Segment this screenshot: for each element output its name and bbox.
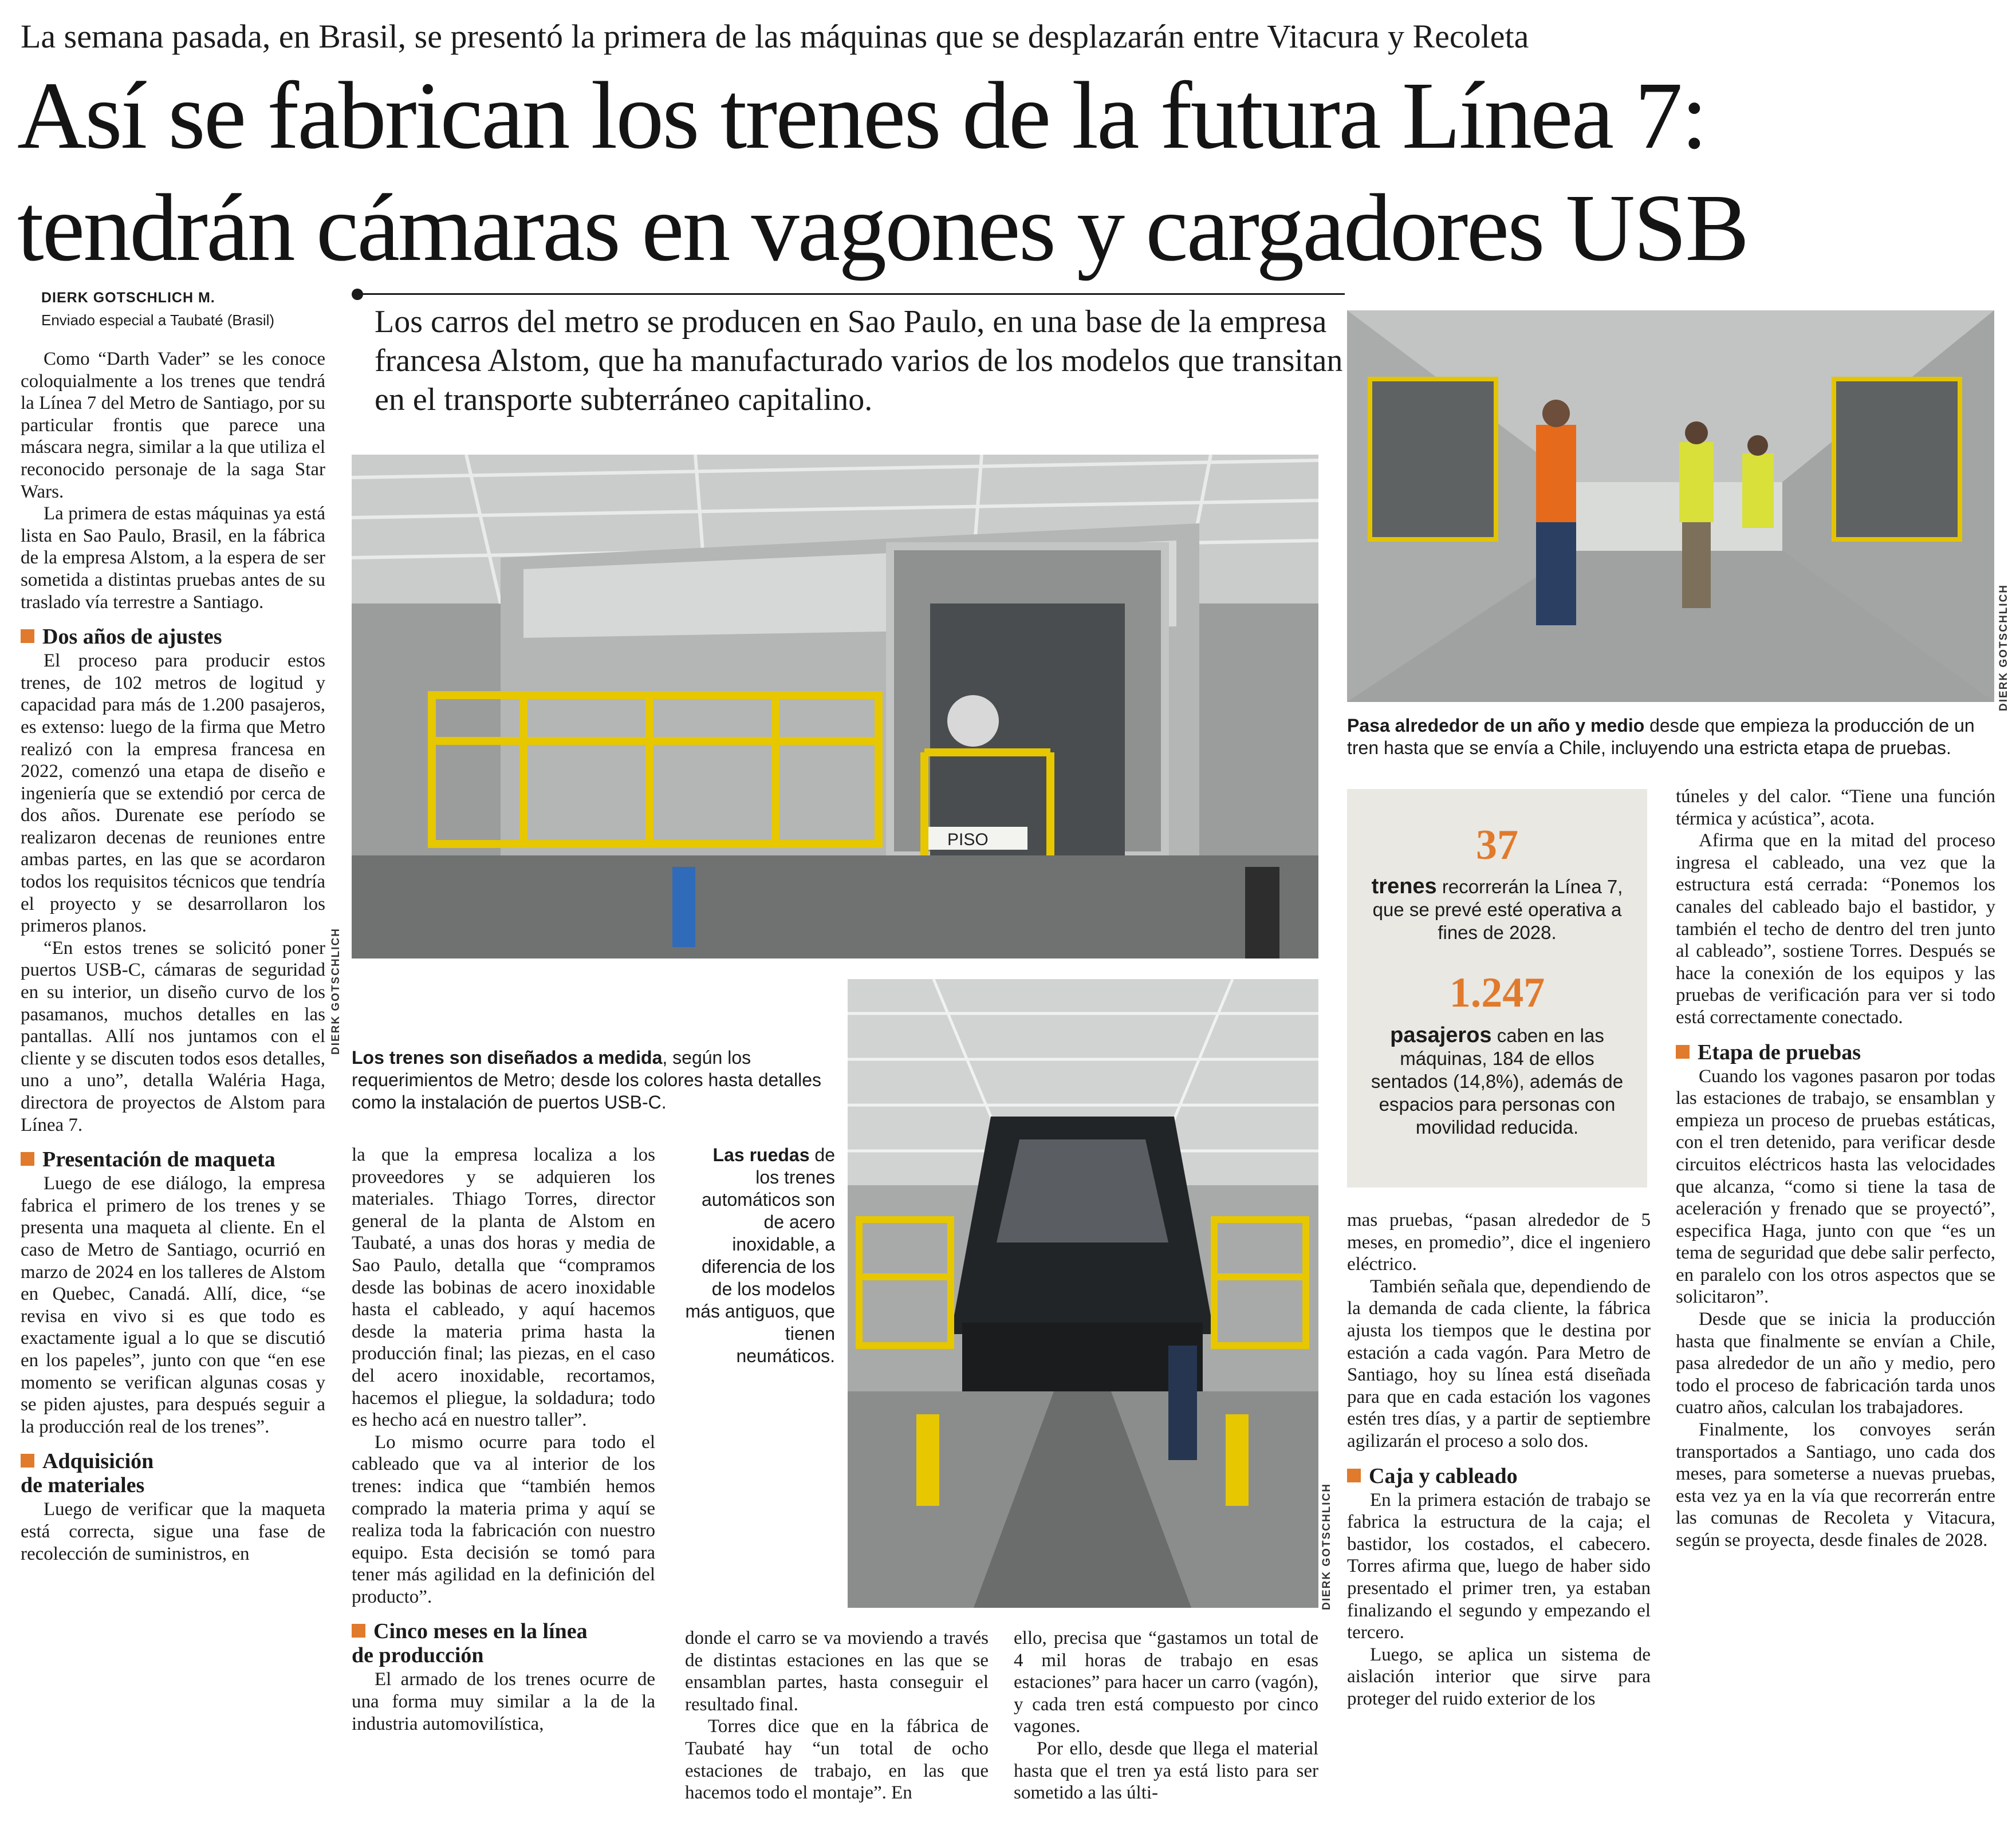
subheading: Etapa de pruebas (1676, 1040, 1995, 1064)
factbox-text-1: trenes recorrerán la Línea 7, que se prevé esté operativa a fines de 2028. (1371, 874, 1623, 943)
factbox (1347, 789, 1647, 1188)
dek-rule (356, 293, 1345, 295)
column-1 (21, 348, 325, 1565)
photo-train-front (848, 979, 1318, 1608)
photo-credit: DIERK GOTSCHLICH (330, 928, 342, 1055)
caption-wheels: Las ruedas de los trenes automáticos son de acero inoxidable, a diferencia de los de los modelos más antiguos, que tienen neumáticos. (685, 1145, 835, 1366)
paragraph: mas pruebas, “pasan alrededor de 5 meses, en promedio”, dice el ingeniero eléctrico. (1347, 1210, 1651, 1275)
headline-line-1: Así se fabrican los trenes de la futura Línea 7: (17, 62, 1706, 169)
paragraph: ello, precisa que “gastamos un total de 4 mil horas de trabajo en esas estaciones” para hacer un carro (vagón), y cada tren está compuesto por cinco vagones. (1014, 1628, 1318, 1737)
caption-top: Pasa alrededor de un año y medio desde que empieza la producción de un tren hasta que se envía a Chile, incluyendo una estricta etapa de pruebas. (1347, 715, 1975, 758)
paragraph: Desde que se inicia la producción hasta que finalmente se envían a Chile, pasa alrededor de un año y medio, pero todo el proceso de fabricación tarda unos cuatro años, calculan los trabajadores. (1676, 1309, 1995, 1418)
paragraph: También señala que, dependiendo de la demanda de cada cliente, la fábrica ajusta los tiempos que le destina por estación a cada vagón. Para Metro de Santiago, hoy su línea está diseñada para que en cada estación los vagones estén tres días, y a partir de septiembre agilizarán el proceso a solo dos. (1347, 1276, 1651, 1451)
photo-credit: DIERK GOTSCHLICH (1321, 1483, 1333, 1610)
square-bullet-icon (21, 1152, 34, 1166)
paragraph: Cuando los vagones pasaron por todas las estaciones de trabajo, se ensamblan y empieza un proceso de pruebas estáticas, con el tren detenido, para verificar desde circuitos eléctricos hasta las velocidades que alcanza, “como si tiene la tasa de aceleración y frenado que se proyectó”, especifica Haga, junto con que “es un tema de seguridad que debe salir perfecto, en paralelo con los otros aspectos que se solicitaron”. (1676, 1066, 1995, 1308)
kicker: La semana pasada, en Brasil, se presentó la primera de las máquinas que se desplazarán entre Vitacura y Recoleta (21, 18, 1529, 55)
square-bullet-icon (1347, 1469, 1361, 1482)
paragraph: túneles y del calor. “Tiene una función térmica y acústica”, acota. (1676, 786, 1995, 829)
subheading: Caja y cableado (1347, 1464, 1651, 1488)
square-bullet-icon (1676, 1045, 1690, 1059)
subheading: Cinco meses en la línea de producción (352, 1619, 588, 1668)
paragraph: Por ello, desde que llega el material hasta que el tren ya está listo para ser sometido a las últi- (1014, 1738, 1318, 1804)
paragraph: Torres dice que en la fábrica de Taubaté hay “un total de ocho estaciones de trabajo, en las que hacemos todo el montaje”. En (685, 1716, 989, 1804)
column-4 (1014, 1627, 1318, 1804)
subheading: Adquisición de materiales (21, 1449, 154, 1498)
photo-train-assembly (352, 455, 1318, 959)
column-2 (352, 1144, 655, 1735)
photo-credit: DIERK GOTSCHLICH (1998, 584, 2010, 711)
author-name: DIERK GOTSCHLICH M. (41, 290, 215, 306)
paragraph: El armado de los trenes ocurre de una forma muy similar a la de la industria automovilística, (352, 1669, 655, 1734)
paragraph: “En estos trenes se solicitó poner puertos USB-C, cámaras de seguridad en su interior, un diseño curvo de los pasamanos, muchos detalles en las pantallas. Allí nos juntamos con el cliente y se discuten todos esos detalles, uno a uno”, detalla Waléria Haga, directora de proyectos de Alstom para Línea 7. (21, 937, 325, 1135)
paragraph: Como “Darth Vader” se les conoce coloquialmente a los trenes que tendrá la Línea 7 del Metro de Santiago, por su particular frontis que parece una máscara negra, similar a la que utiliza el reconocido personaje de la saga Star Wars. (21, 349, 325, 502)
subheading: Presentación de maqueta (21, 1147, 325, 1172)
paragraph: La primera de estas máquinas ya está lista en Sao Paulo, Brasil, en la fábrica de la empresa Alstom, a la espera de ser sometida a distintas pruebas antes de su traslado vía terrestre a Santiago. (21, 503, 325, 613)
square-bullet-icon (21, 629, 34, 643)
paragraph: la que la empresa localiza a los proveedores y se adquieren los materiales. Thiago Torres, director general de la planta de Alstom en Taubaté, a unas dos horas y media de Sao Paulo, detalla que “compramos desde las bobinas de acero inoxidable hasta el cableado, y aquí hacemos desde la materia prima hasta la producción final; las piezas, en el caso del acero inoxidable, recortamos, hacemos el pliegue, la soldadura; todo es hecho acá en nuestro taller”. (352, 1145, 655, 1431)
paragraph: Luego de verificar que la maqueta está correcta, sigue una fase de recolección de suministros, en (21, 1499, 325, 1564)
square-bullet-icon (352, 1624, 365, 1638)
paragraph: Afirma que en la mitad del proceso ingresa el cableado, una vez que la estructura está cerrada: “Ponemos los canales del cableado bajo el bastidor, y también el techo de dentro del tren junto al cableado”, sostiene Torres. Después se hace la conexión de los equipos y las pruebas de verificación para ver si todo está correctamente conectado. (1676, 830, 1995, 1028)
factbox-number-2: 1.247 (1449, 969, 1545, 1016)
paragraph: donde el carro se va moviendo a través de distintas estaciones en las que se ensamblan partes, hasta conseguir el resultado final. (685, 1628, 989, 1715)
paragraph: Luego de ese diálogo, la empresa fabrica el primero de los trenes y se presenta una maqueta al cliente. En el caso de Metro de Santiago, ocurrió en marzo de 2024 en los talleres de Alstom en Quebec, Canadá. Allí, dice, “se revisa en vivo si es que todo es exactamente igual a lo que se discutió en los papeles”, junto con que “en ese momento se verifican algunas cosas y se piden ajustes, para después seguir a la producción real de los trenes”. (21, 1173, 325, 1437)
subheading: Dos años de ajustes (21, 625, 325, 649)
paragraph: Finalmente, los convoyes serán transportados a Santiago, uno cada dos meses, para someterse a nuevas pruebas, esta vez ya en la vía que recorrerán entre las comunas de Recoleta y Vitacura, según se proyecta, desde finales de 2028. (1676, 1419, 1995, 1551)
caption-main: Los trenes son diseñados a medida, según los requerimientos de Metro; desde los colores hasta detalles como la instalación de puertos USB-C. (352, 1047, 821, 1113)
author-role: Enviado especial a Taubaté (Brasil) (41, 311, 275, 329)
paragraph: El proceso para producir estos trenes, de 102 metros de logitud y capacidad para más de 1.200 pasajeros, es extenso: luego de la firma que Metro realizó con la empresa francesa en 2022, comenzó una etapa de diseño e ingeniería que se extendió por cerca de dos años. Durenate ese período se realizaron decenas de reuniones entre ambas partes, en las que se acordaron todos los requisitos técnicos que tendría el proyecto y se desarrollaron los primeros planos. (21, 650, 325, 937)
factbox-number-1: 37 (1476, 822, 1518, 869)
column-5 (1347, 1209, 1651, 1710)
paragraph: Lo mismo ocurre para todo el cableado que va al interior de los trenes: indica que “también hemos comprado la materia prima y aquí se realiza toda la fabricación con nuestro equipo. Esta decisión se tomó para tener más agilidad en la definición del producto”. (352, 1431, 655, 1607)
paragraph: En la primera estación de trabajo se fabrica la estructura de la caja; el bastidor, los costados, el cabecero. Torres afirma que, luego de haber sido presentado el primer tren, ya estaban finalizando el segundo y empezando el tercero. (1347, 1489, 1651, 1643)
column-3 (685, 1627, 989, 1804)
svg-text:PISO: PISO (947, 830, 989, 849)
photo-train-interior (1347, 310, 1994, 702)
square-bullet-icon (21, 1454, 34, 1468)
paragraph: Luego, se aplica un sistema de aislación interior que sirve para proteger del ruido exterior de los (1347, 1644, 1651, 1709)
headline-line-2: tendrán cámaras en vagones y cargadores USB (17, 175, 1748, 281)
column-6 (1676, 786, 1995, 1552)
factbox-text-2: pasajeros caben en las máquinas, 184 de ellos sentados (14,8%), además de espacios para personas con movilidad reducida. (1371, 1023, 1624, 1138)
dek: Los carros del metro se producen en Sao Paulo, en una base de la empresa francesa Alstom, que ha manufacturado varios de los modelos que transitan en el transporte subterráneo capitalino. (375, 304, 1343, 417)
